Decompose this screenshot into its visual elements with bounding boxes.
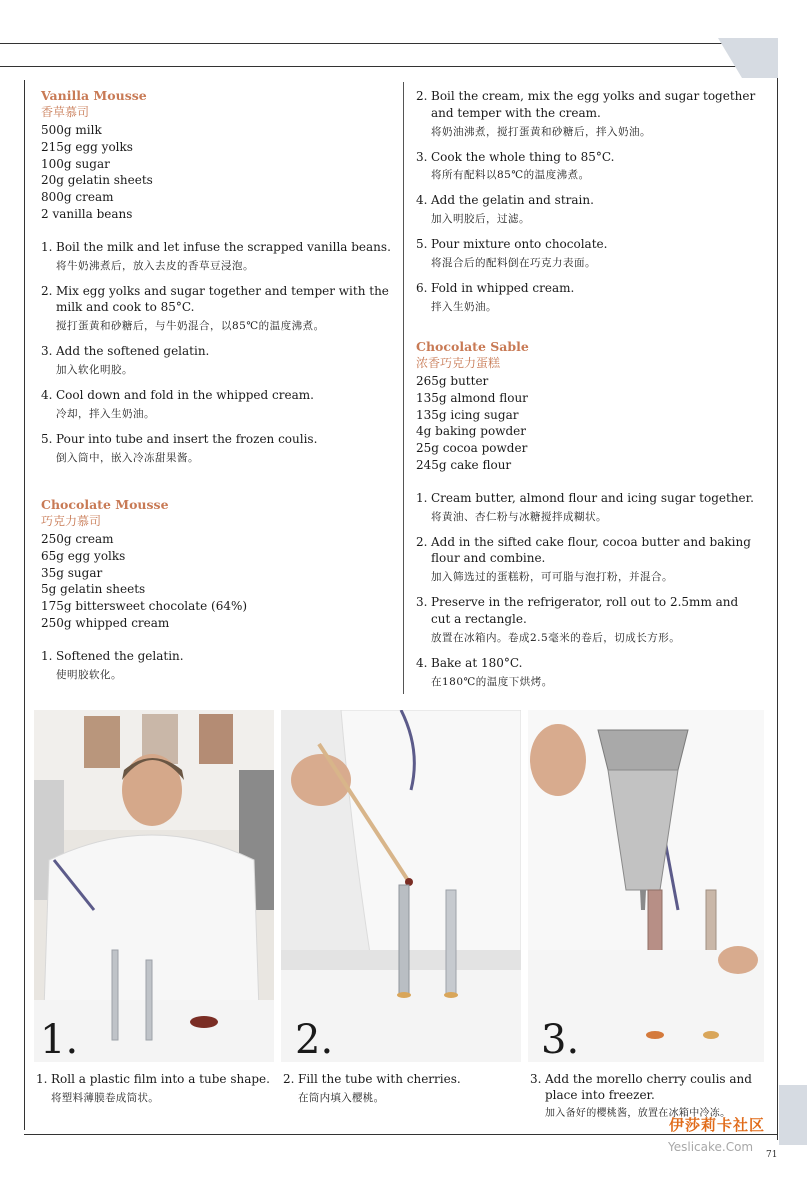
ingredient: 250g cream [41,532,114,546]
sable-ingredients [416,373,756,474]
photo-2-caption: 2. Fill the tube with cherries. 在筒内填入樱桃。 [283,1072,461,1104]
watermark-site: Yeslicake.Com [668,1140,754,1154]
ingredient: 5g gelatin sheets [41,582,146,597]
photo-2-number: 2. [295,1017,334,1063]
chocolate-mousse-subtitle: 巧克力慕司 [41,514,102,528]
step: 1. Cream butter, almond flour and icing sugar together. 将黄油、杏仁粉与冰糖搅拌成糊状。 [416,490,754,523]
left-border [24,80,25,1130]
step: 1. Softened the gelatin. 使明胶软化。 [41,648,184,681]
step: 3. Preserve in the refrigerator, roll out to 2.5mm and cut a rectangle. 放置在冰箱内。卷成2.5毫米的卷后，切成长方形。 [416,595,739,644]
sable-steps [416,490,756,690]
filling-tube-image [281,710,521,1062]
photo-3 [528,710,764,1062]
page-number: 71 [766,1150,778,1160]
ingredient: 500g milk [41,123,102,137]
ingredient: 245g cake flour [416,457,512,472]
ingredient: 35g sugar [41,565,103,580]
ingredient: 135g icing sugar [416,407,519,422]
photo-1-caption: 1. Roll a plastic film into a tube shape. 将塑料薄膜卷成筒状。 [36,1072,270,1104]
vanilla-mousse-title: Vanilla Mousse [41,88,147,103]
ingredient: 800g cream [41,190,114,205]
photo-1-number: 1. [40,1017,79,1063]
photo-1 [34,710,274,1062]
step: 4. Cool down and fold in the whipped cream. 冷却，拌入生奶油。 [41,387,314,420]
ingredient: 175g bittersweet chocolate (64%) [41,599,248,614]
step: 2. Boil the cream, mix the egg yolks and sugar together and temper with the cream. 将奶油沸煮，搅打蛋黄和砂糖后，拌入奶油。 [416,89,756,138]
step: 2. Mix egg yolks and sugar together and temper with the milk and cook to 85°C. 搅打蛋黄和砂糖后，与牛奶混合，以85℃的温度沸煮。 [41,283,389,333]
step: 2. Add in the sifted cake flour, cocoa butter and baking flour and combine. 加入筛选过的蛋糕粉，可可脂与泡打粉，并混合。 [416,534,751,584]
corner-tab-bottom [779,1085,807,1145]
ingredient: 20g gelatin sheets [41,173,153,188]
photo-2 [281,710,521,1062]
chocolate-mousse-title: Chocolate Mousse [41,497,169,512]
step: 3. Cook the whole thing to 85°C. 将所有配料以85℃的温度沸煮。 [416,149,615,182]
photo-3-number: 3. [541,1017,580,1063]
chocolate-steps [41,648,391,683]
ingredient: 250g whipped cream [41,615,170,630]
left-column [41,88,391,475]
ingredient: 25g cocoa powder [416,441,528,456]
right-column [416,88,756,324]
ingredient: 265g butter [416,374,489,388]
chocolate-sable-subtitle: 浓香巧克力蛋糕 [416,356,501,370]
watermark-logo-text: 伊莎莉卡社区 [669,1116,766,1134]
chef-rolling-tube-image [34,710,274,1062]
left-column-lower [41,497,391,692]
vanilla-ingredients [41,122,391,223]
step: 3. Add the softened gelatin. 加入软化明胶。 [41,344,210,376]
step: 1. Boil the milk and let infuse the scrapped vanilla beans. 将牛奶沸煮后，放入去皮的香草豆浸泡。 [41,239,391,272]
top-border [0,43,778,44]
ingredient: 4g baking powder [416,424,526,439]
chocolate-steps-continued [416,88,756,315]
coulis-funnel-image [528,710,764,1062]
step: 6. Fold in whipped cream. 拌入生奶油。 [416,280,575,313]
ingredient: 100g sugar [41,156,110,171]
bottom-border [24,1134,778,1135]
ingredient: 135g almond flour [416,390,528,405]
right-border [777,43,778,1140]
photo-3-caption: 3. Add the morello cherry coulis and place into freezer. 加入备好的樱桃酱，放置在冰箱中冷冻。 [530,1072,752,1119]
step: 5. Pour into tube and insert the frozen coulis. 倒入筒中，嵌入冷冻甜果酱。 [41,431,318,464]
vanilla-steps [41,239,391,466]
header-rule [0,66,766,67]
column-divider [403,82,404,694]
step: 5. Pour mixture onto chocolate. 将混合后的配料倒在巧克力表面。 [416,237,608,269]
ingredient: 65g egg yolks [41,548,126,563]
step: 4. Bake at 180°C. 在180℃的温度下烘烤。 [416,655,553,688]
ingredient: 215g egg yolks [41,139,133,154]
right-column-lower [416,339,756,699]
corner-tab-top [718,38,778,78]
chocolate-sable-title: Chocolate Sable [416,339,529,354]
step: 4. Add the gelatin and strain. 加入明胶后，过滤。 [416,193,594,226]
chocolate-ingredients [41,531,391,632]
vanilla-mousse-subtitle: 香草慕司 [41,105,90,119]
ingredient: 2 vanilla beans [41,206,133,221]
